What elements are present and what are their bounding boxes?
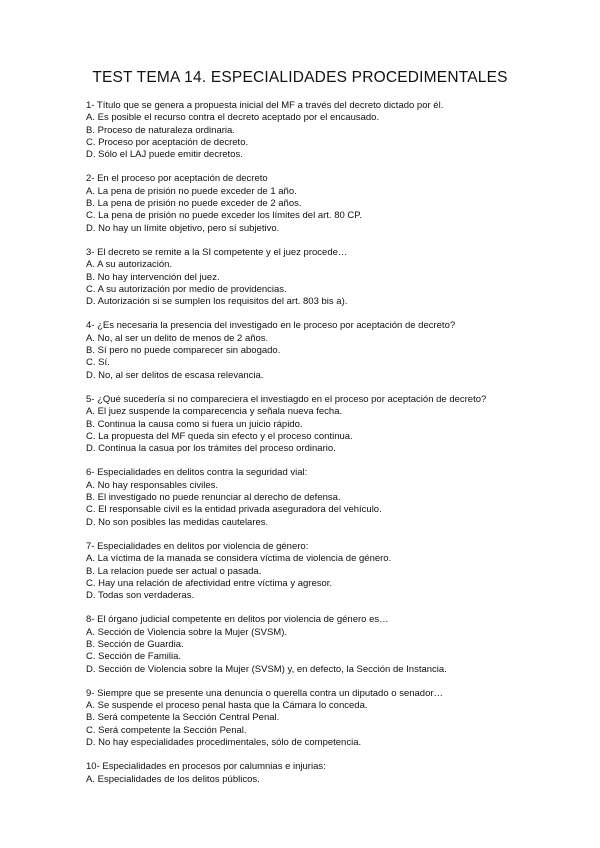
question-block xyxy=(86,541,556,602)
question-block xyxy=(86,614,556,675)
answer-option: A. Sección de Violencia sobre la Mujer (SVSM). xyxy=(86,626,287,638)
question-text: 8- El órgano judicial competente en delitos por violencia de género es… xyxy=(86,614,389,626)
question-text: 9- Siempre que se presente una denuncia o querella contra un diputado o senador… xyxy=(86,687,444,699)
question-block xyxy=(86,761,556,786)
answer-option: C. La pena de prisión no puede exceder los límites del art. 80 CP. xyxy=(86,210,363,222)
question-text: 7- Especialidades en delitos por violencia de género: xyxy=(86,540,309,552)
answer-option: D. Todas son verdaderas. xyxy=(86,590,195,602)
question-block xyxy=(86,247,556,308)
question-text: 4- ¿Es necesaria la presencia del investigado en le proceso por aceptación de decreto? xyxy=(86,320,456,332)
answer-option: C. Sí. xyxy=(86,357,110,369)
answer-option: B. Continua la causa como si fuera un juicio rápido. xyxy=(86,418,303,430)
answer-option: A. No, al ser un delito de menos de 2 años. xyxy=(86,332,269,344)
document-title: TEST TEMA 14. ESPECIALIDADES PROCEDIMENTALES xyxy=(92,69,508,86)
question-block xyxy=(86,173,556,234)
answer-option: D. No son posibles las medidas cautelares. xyxy=(86,516,269,528)
answer-option: B. Proceso de naturaleza ordinaria. xyxy=(86,124,235,136)
question-block xyxy=(86,467,556,528)
answer-option: D. Sólo el LAJ puede emitir decretos. xyxy=(86,149,243,161)
question-text: 1- Título que se genera a propuesta inicial del MF a través del decreto dictado por él. xyxy=(86,100,444,111)
question-text: 6- Especialidades en delitos contra la seguridad vial: xyxy=(86,467,308,479)
answer-option: A. No hay responsables civiles. xyxy=(86,479,219,491)
answer-option: B. La relacion puede ser actual o pasada. xyxy=(86,565,262,577)
answer-option: B. Será competente la Sección Central Penal. xyxy=(86,712,280,724)
answer-option: C. Proceso por aceptación de decreto. xyxy=(86,136,249,148)
answer-option: C. A su autorización por medio de providencias. xyxy=(86,283,287,295)
answer-option: D. Sección de Violencia sobre la Mujer (SVSM) y, en defecto, la Sección de Instancia. xyxy=(86,663,447,675)
answer-option: D. Autorización si se sumplen los requisitos del art. 803 bis a). xyxy=(86,296,348,308)
question-block xyxy=(86,394,556,455)
answer-option: A. La pena de prisión no puede exceder de 1 año. xyxy=(86,185,297,197)
answer-option: C. La propuesta del MF queda sin efecto y el proceso continua. xyxy=(86,430,353,442)
question-text: 3- El decreto se remite a la SI competente y el juez procede… xyxy=(86,246,348,258)
question-block xyxy=(86,320,556,381)
question-list xyxy=(86,100,556,798)
answer-option: A. Es posible el recurso contra el decreto aceptado por el encausado. xyxy=(86,112,380,124)
answer-option: A. El juez suspende la comparecencia y señala nueva fecha. xyxy=(86,406,343,418)
answer-option: A. Especialidades de los delitos públicos. xyxy=(86,773,260,785)
answer-option: D. No hay un límite objetivo, pero sí subjetivo. xyxy=(86,222,280,234)
answer-option: C. Será competente la Sección Penal. xyxy=(86,724,247,736)
answer-option: C. Hay una relación de afectividad entre víctima y agresor. xyxy=(86,577,333,589)
answer-option: B. Sección de Guardia. xyxy=(86,638,184,650)
question-text: 2- En el proceso por aceptación de decreto xyxy=(86,173,268,185)
answer-option: C. Sección de Familia. xyxy=(86,651,182,663)
answer-option: A. La víctima de la manada se considera víctima de violencia de género. xyxy=(86,553,392,565)
answer-option: B. La pena de prisión no puede exceder de 2 años. xyxy=(86,198,302,210)
answer-option: D. No, al ser delitos de escasa relevancia. xyxy=(86,369,264,381)
answer-option: D. Continua la casua por los trámites del proceso ordinario. xyxy=(86,443,336,455)
answer-option: B. El investigado no puede renunciar al derecho de defensa. xyxy=(86,492,341,504)
answer-option: C. El responsable civil es la entidad privada aseguradora del vehículo. xyxy=(86,504,382,516)
answer-option: D. No hay especialidades procedimentales, sólo de competencia. xyxy=(86,737,362,749)
question-text: 5- ¿Qué sucedería si no compareciera el investiagdo en el proceso por aceptación de decreto? xyxy=(86,393,487,405)
question-block xyxy=(86,688,556,749)
answer-option: B. No hay intervención del juez. xyxy=(86,271,220,283)
answer-option: B. Sí pero no puede comparecer sin abogado. xyxy=(86,345,281,357)
question-block xyxy=(86,100,556,161)
question-text: 10- Especialidades en procesos por calumnias e injurias: xyxy=(86,761,326,773)
answer-option: A. Se suspende el proceso penal hasta que la Cámara lo conceda. xyxy=(86,700,368,712)
answer-option: A. A su autorización. xyxy=(86,259,173,271)
